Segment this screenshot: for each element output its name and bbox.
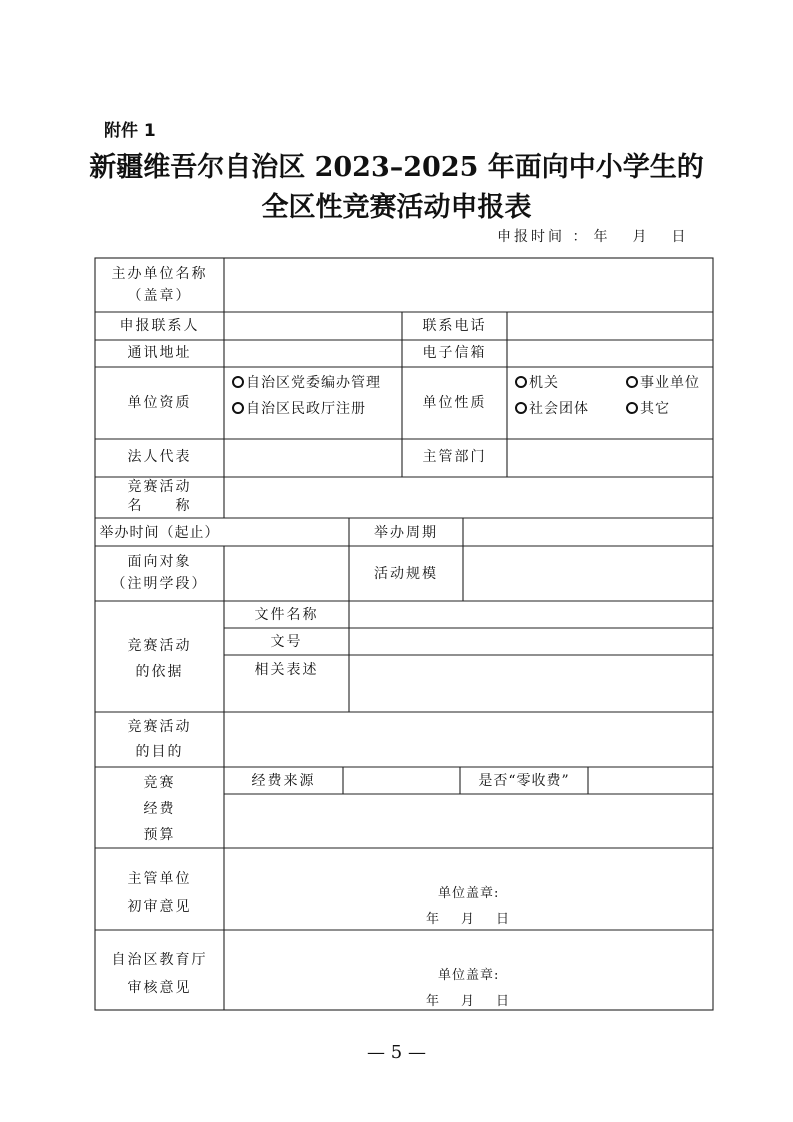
contest-name-label-line2: 名 称 (127, 498, 192, 514)
form-title-line2: 全区性竞赛活动申报表 (261, 192, 532, 223)
nature-option-social-group-label: 社会团体 (529, 401, 589, 417)
radio-icon (515, 402, 527, 414)
nature-option-other-label: 其它 (640, 401, 670, 417)
edu-seal-label: 单位盖章: (438, 968, 500, 983)
page-number: — 5 — (367, 1042, 426, 1063)
nature-option-government[interactable] (515, 374, 559, 392)
hold-cycle-label: 举办周期 (374, 525, 438, 541)
target-audience-label (95, 551, 224, 595)
phone-label: 联系电话 (422, 318, 487, 334)
supervisor-review-label-line1: 主管单位 (127, 871, 192, 887)
nature-option-other[interactable] (626, 400, 670, 418)
radio-icon (626, 376, 638, 388)
date-day: 日 (671, 229, 689, 245)
seal-day: 日 (496, 994, 510, 1009)
related-desc-label: 相关表述 (254, 662, 319, 678)
seal-day: 日 (496, 912, 510, 927)
budget-label-line3: 预算 (143, 827, 176, 843)
qualification-option-2[interactable] (232, 400, 366, 418)
supervisor-dept-label: 主管部门 (422, 449, 487, 465)
radio-icon (626, 402, 638, 414)
edu-review-label-line1: 自治区教育厅 (111, 952, 208, 968)
email-label: 电子信箱 (422, 345, 487, 361)
host-unit-label-line1: 主办单位名称 (111, 266, 208, 282)
seal-month: 月 (461, 994, 475, 1009)
basis-label-line1: 竞赛活动 (127, 638, 192, 654)
radio-icon (515, 376, 527, 388)
supervisor-review-label (95, 865, 224, 921)
radio-icon (232, 376, 244, 388)
budget-label-line2: 经费 (143, 801, 176, 817)
date-month: 月 (632, 229, 650, 245)
edu-seal-date (426, 990, 509, 1009)
address-label: 通讯地址 (127, 345, 192, 361)
nature-label: 单位性质 (422, 395, 487, 411)
qualification-option-2-label: 自治区民政厅注册 (246, 401, 366, 417)
attachment-label: 附件 1 (104, 121, 156, 141)
host-unit-label (95, 263, 224, 307)
hold-time-label: 举办时间（起止） (99, 525, 220, 541)
nature-option-social-group[interactable] (515, 400, 589, 418)
doc-name-label: 文件名称 (254, 607, 319, 623)
supervisor-seal-date (426, 908, 509, 927)
date-label: 申报时间 ： (497, 229, 590, 245)
budget-label-line1: 竞赛 (143, 775, 176, 791)
supervisor-review-label-line2: 初审意见 (127, 899, 192, 915)
legal-rep-label: 法人代表 (127, 449, 192, 465)
purpose-label-line2: 的目的 (135, 744, 184, 760)
seal-year: 年 (426, 994, 440, 1009)
edu-review-label-line2: 审核意见 (127, 980, 192, 996)
budget-label (95, 770, 224, 848)
target-audience-label-line2: （注明学段） (111, 576, 208, 592)
target-audience-label-line1: 面向对象 (127, 554, 192, 570)
supervisor-seal-label: 单位盖章: (438, 886, 500, 901)
contact-person-label: 申报联系人 (119, 318, 200, 334)
contest-name-label (95, 478, 224, 516)
zero-fee-label: 是否“零收费” (478, 773, 570, 789)
edu-review-label (95, 946, 224, 1002)
basis-label (95, 633, 224, 685)
doc-no-label: 文号 (270, 634, 303, 650)
nature-option-institution[interactable] (626, 374, 700, 392)
nature-option-government-label: 机关 (529, 375, 559, 391)
qualification-label: 单位资质 (127, 395, 192, 411)
qualification-option-1[interactable] (232, 374, 381, 392)
radio-icon (232, 402, 244, 414)
seal-month: 月 (461, 912, 475, 927)
basis-label-line2: 的依据 (135, 664, 184, 680)
qualification-option-1-label: 自治区党委编办管理 (246, 375, 381, 391)
scale-label: 活动规模 (374, 566, 438, 582)
purpose-label-line1: 竞赛活动 (127, 719, 192, 735)
date-year: 年 (593, 229, 611, 245)
form-title-line1: 新疆维吾尔自治区 2023–2025 年面向中小学生的 (89, 152, 704, 183)
seal-year: 年 (426, 912, 440, 927)
nature-option-institution-label: 事业单位 (640, 375, 700, 391)
fund-source-label: 经费来源 (251, 773, 316, 789)
host-unit-label-line2: （盖章） (127, 288, 192, 304)
contest-name-label-line1: 竞赛活动 (127, 479, 192, 495)
purpose-label (95, 715, 224, 765)
